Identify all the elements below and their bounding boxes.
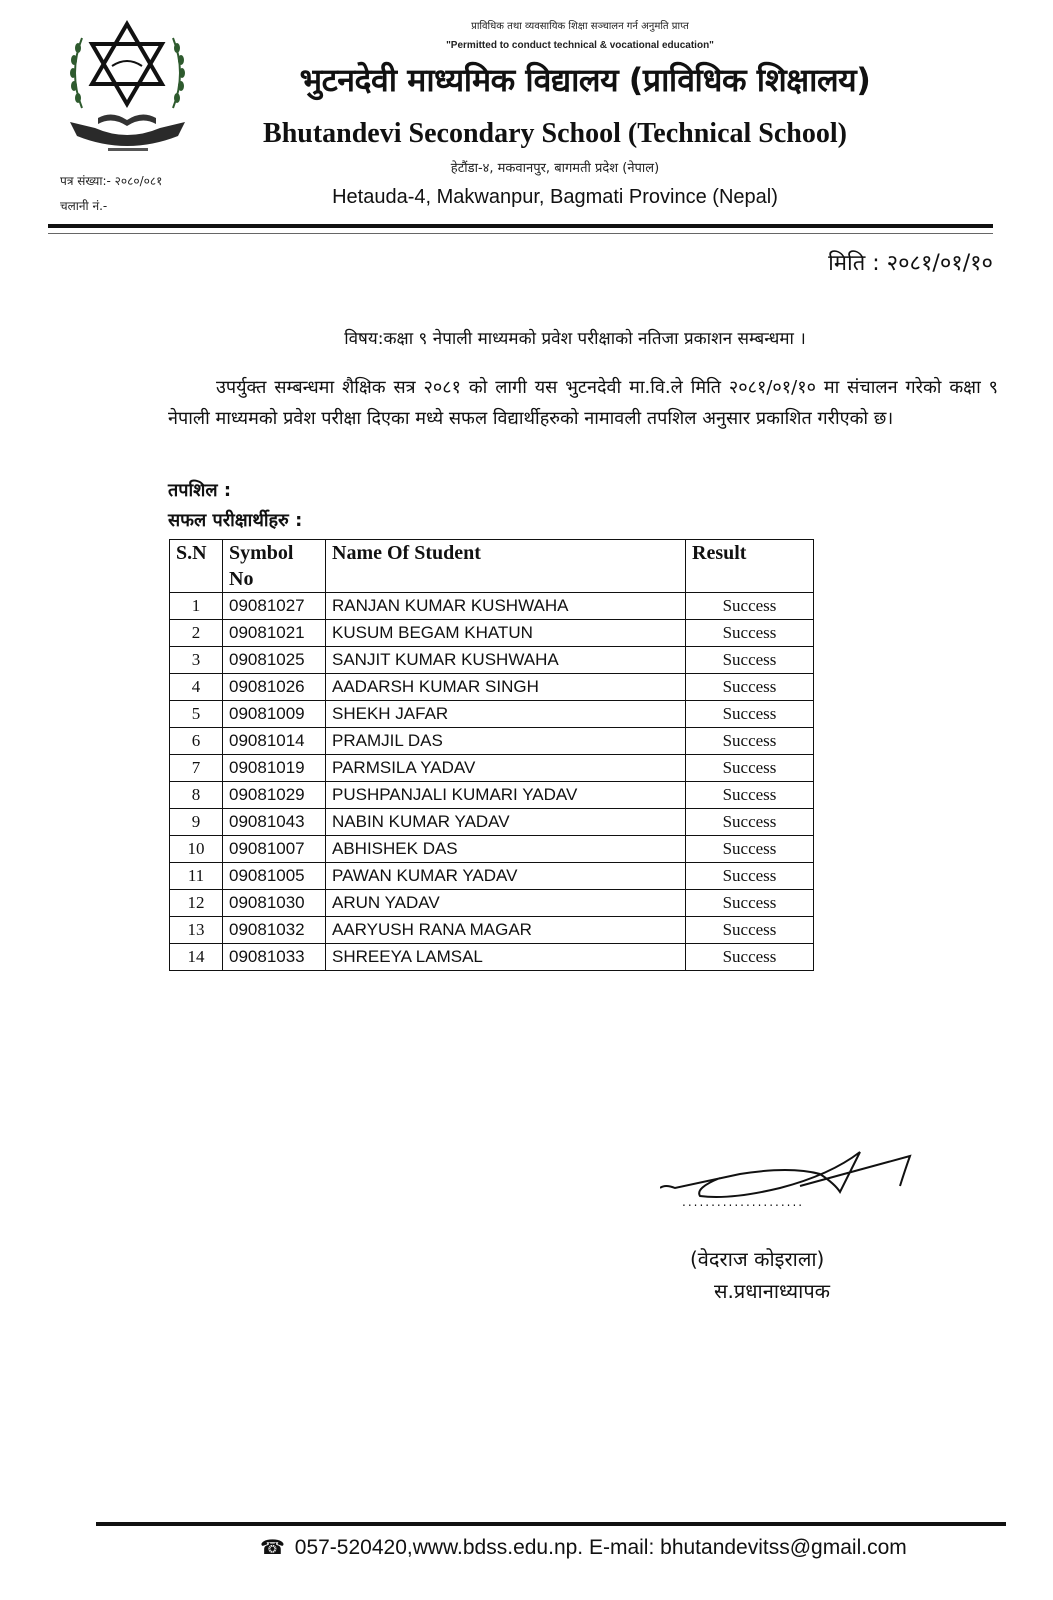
row-symbol-number: 09081029: [223, 782, 326, 809]
table-row: [170, 782, 814, 809]
table-row: [170, 890, 814, 917]
footer-divider: [96, 1522, 1006, 1526]
row-student-name: AARYUSH RANA MAGAR: [326, 917, 686, 944]
school-name-en: Bhutandevi Secondary School (Technical School): [263, 118, 847, 149]
row-result: Success: [686, 782, 814, 809]
row-serial-number: 8: [170, 782, 223, 809]
row-symbol-number: 09081005: [223, 863, 326, 890]
table-row: [170, 647, 814, 674]
table-row: [170, 620, 814, 647]
letter-date: मिति : २०८१/०१/१०: [828, 251, 993, 276]
row-result: Success: [686, 944, 814, 971]
row-student-name: KUSUM BEGAM KHATUN: [326, 620, 686, 647]
row-symbol-number: 09081007: [223, 836, 326, 863]
dispatch-number: चलानी नं.-: [60, 199, 108, 213]
letter-number: पत्र संख्या:- २०८०/०८१: [60, 174, 163, 188]
row-serial-number: 5: [170, 701, 223, 728]
table-header-row: [170, 540, 814, 593]
row-student-name: PAWAN KUMAR YADAV: [326, 863, 686, 890]
table-row: [170, 809, 814, 836]
column-header-sn: S.N: [170, 540, 223, 593]
row-student-name: PARMSILA YADAV: [326, 755, 686, 782]
row-student-name: SHREEYA LAMSAL: [326, 944, 686, 971]
row-result: Success: [686, 917, 814, 944]
row-student-name: PUSHPANJALI KUMARI YADAV: [326, 782, 686, 809]
row-student-name: RANJAN KUMAR KUSHWAHA: [326, 593, 686, 620]
row-result: Success: [686, 809, 814, 836]
row-serial-number: 7: [170, 755, 223, 782]
row-student-name: SANJIT KUMAR KUSHWAHA: [326, 647, 686, 674]
permit-statement-en: "Permitted to conduct technical & vocational education": [446, 40, 714, 51]
row-symbol-number: 09081033: [223, 944, 326, 971]
row-symbol-number: 09081032: [223, 917, 326, 944]
row-serial-number: 2: [170, 620, 223, 647]
header-divider-thin: [48, 233, 993, 234]
row-symbol-number: 09081014: [223, 728, 326, 755]
address-np: हेटौंडा-४, मकवानपुर, बागमती प्रदेश (नेपाल): [450, 161, 660, 176]
row-student-name: AADARSH KUMAR SINGH: [326, 674, 686, 701]
row-result: Success: [686, 728, 814, 755]
row-student-name: ARUN YADAV: [326, 890, 686, 917]
row-serial-number: 14: [170, 944, 223, 971]
row-result: Success: [686, 863, 814, 890]
address-en: Hetauda-4, Makwanpur, Bagmati Province (Nepal): [332, 186, 778, 208]
table-row: [170, 728, 814, 755]
svg-text:.....................: .....................: [682, 1195, 805, 1209]
row-result: Success: [686, 593, 814, 620]
handwritten-signature-icon: [660, 1140, 940, 1240]
row-serial-number: 3: [170, 647, 223, 674]
passed-students-label: सफल परीक्षार्थीहरु :: [168, 510, 303, 531]
signatory-name: (वेदराज कोइराला): [690, 1247, 825, 1271]
school-name-np: भुटनदेवी माध्यमिक विद्यालय (प्राविधिक शिक्षालय): [299, 61, 871, 99]
row-result: Success: [686, 647, 814, 674]
telephone-icon: ☎: [260, 1537, 285, 1559]
row-result: Success: [686, 701, 814, 728]
table-row: [170, 944, 814, 971]
header-divider: [48, 224, 993, 228]
permit-statement-np: प्राविधिक तथा व्यवसायिक शिक्षा सञ्चालन गर्न अनुमति प्राप्त: [471, 21, 689, 32]
details-label: तपशिल :: [168, 480, 232, 501]
signatory-title: स.प्रधानाध्यापक: [714, 1279, 831, 1303]
column-header-result: Result: [686, 540, 814, 593]
row-symbol-number: 09081027: [223, 593, 326, 620]
row-serial-number: 1: [170, 593, 223, 620]
table-row: [170, 836, 814, 863]
column-header-symbol: Symbol No: [223, 540, 326, 593]
footer-contact-text: 057-520420,www.bdss.edu.np. E-mail: bhutandevitss@gmail.com: [294, 1536, 907, 1559]
letter-subject: विषय:कक्षा ९ नेपाली माध्यमको प्रवेश परीक्षाको नतिजा प्रकाशन सम्बन्धमा ।: [344, 329, 806, 349]
row-result: Success: [686, 674, 814, 701]
row-symbol-number: 09081026: [223, 674, 326, 701]
row-result: Success: [686, 755, 814, 782]
table-row: [170, 701, 814, 728]
row-serial-number: 9: [170, 809, 223, 836]
row-serial-number: 13: [170, 917, 223, 944]
table-row: [170, 593, 814, 620]
row-serial-number: 12: [170, 890, 223, 917]
table-row: [170, 917, 814, 944]
row-symbol-number: 09081043: [223, 809, 326, 836]
table-row: [170, 863, 814, 890]
row-symbol-number: 09081009: [223, 701, 326, 728]
row-serial-number: 11: [170, 863, 223, 890]
row-result: Success: [686, 620, 814, 647]
row-serial-number: 6: [170, 728, 223, 755]
row-student-name: PRAMJIL DAS: [326, 728, 686, 755]
row-serial-number: 4: [170, 674, 223, 701]
table-row: [170, 755, 814, 782]
row-result: Success: [686, 836, 814, 863]
row-student-name: NABIN KUMAR YADAV: [326, 809, 686, 836]
school-emblem-icon: [60, 18, 195, 158]
row-serial-number: 10: [170, 836, 223, 863]
row-student-name: SHEKH JAFAR: [326, 701, 686, 728]
row-result: Success: [686, 890, 814, 917]
table-row: [170, 674, 814, 701]
column-header-name: Name Of Student: [326, 540, 686, 593]
row-symbol-number: 09081021: [223, 620, 326, 647]
row-symbol-number: 09081025: [223, 647, 326, 674]
row-symbol-number: 09081030: [223, 890, 326, 917]
row-symbol-number: 09081019: [223, 755, 326, 782]
footer-contact: [260, 1535, 960, 1560]
letter-body: उपर्युक्त सम्बन्धमा शैक्षिक सत्र २०८१ को लागी यस भुटनदेवी मा.वि.ले मिति २०८१/०१/१० मा संचालन गरेको कक्षा ९ नेपाली माध्यमको प्रवेश परीक्षा दिएका मध्ये सफल विद्यार्थीहरुको नामावली तपशिल अनुसार प्रकाशित गरीएको छ।: [168, 377, 998, 429]
results-table: [169, 539, 814, 971]
row-student-name: ABHISHEK DAS: [326, 836, 686, 863]
